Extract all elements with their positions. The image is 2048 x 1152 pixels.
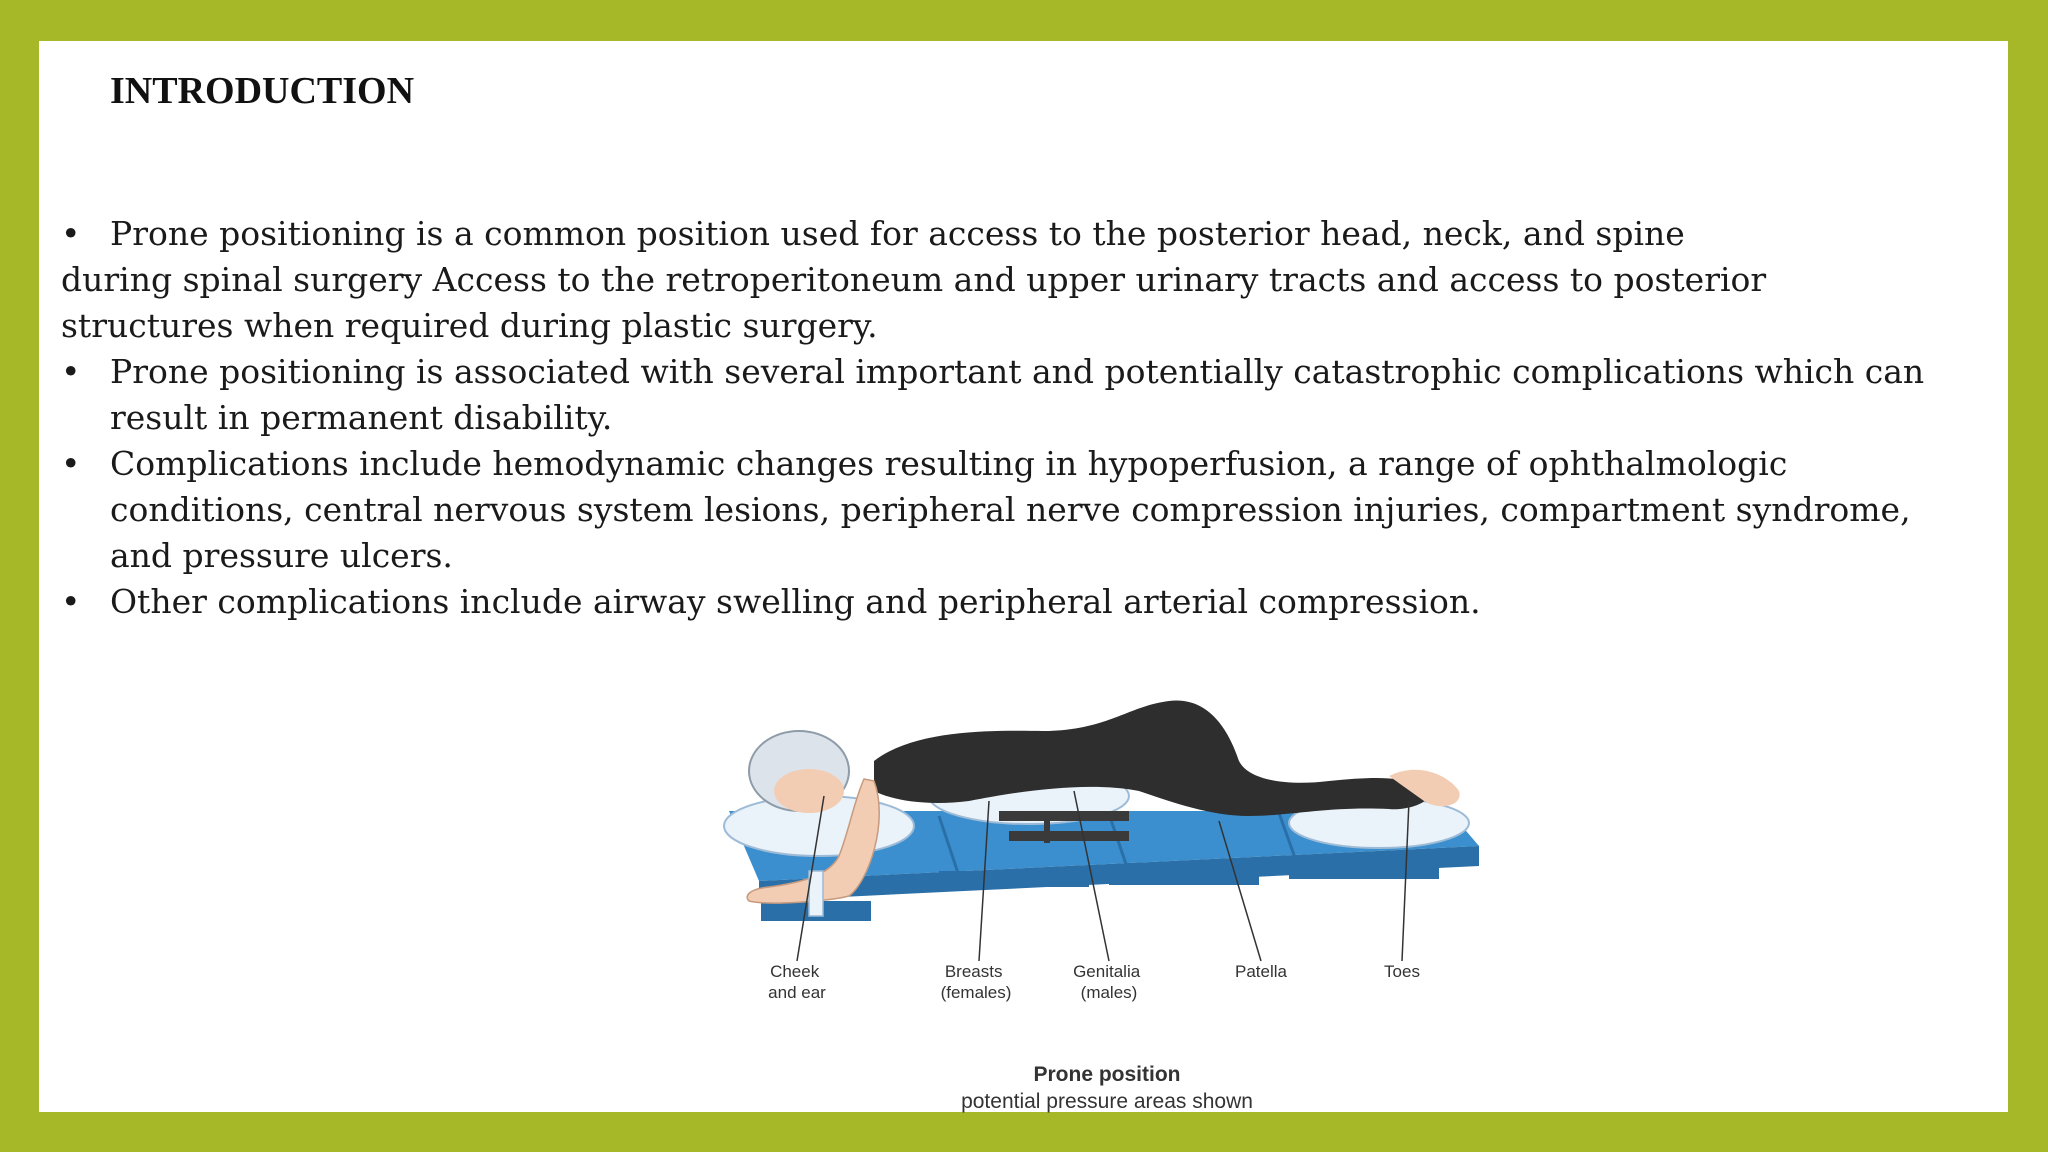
figure-caption-subtitle: potential pressure areas shown — [961, 1090, 1253, 1113]
bullet-3-line-2: conditions, central nervous system lesions, peripheral nerve compression injuries, compartment syndrome, — [110, 490, 1911, 529]
bullet-4-line-1: • Other complications include airway swelling and peripheral arterial compression. — [61, 579, 2048, 625]
bullet-3-line-1: • Complications include hemodynamic changes resulting in hypoperfusion, a range of ophthalmologic — [61, 441, 2048, 487]
label-breasts: Breasts (females) — [940, 962, 1012, 1002]
bullet-3-line-3: and pressure ulcers. — [110, 536, 453, 575]
label-cheek-ear: Cheek and ear — [768, 962, 826, 1002]
bullet-1-line-3: structures when required during plastic surgery. — [61, 306, 878, 345]
patient-body — [874, 701, 1460, 816]
label-toes: Toes — [1384, 962, 1420, 981]
bullet-dot: • — [61, 214, 81, 253]
slide-title: INTRODUCTION — [110, 70, 415, 112]
bullet-dot: • — [61, 352, 81, 391]
bullet-list — [61, 211, 2048, 625]
slide — [39, 41, 2008, 1112]
prone-position-illustration — [689, 651, 1509, 1121]
label-genitalia: Genitalia (males) — [1073, 962, 1141, 1002]
bullet-dot: • — [61, 582, 81, 621]
bullet-2-line-2: result in permanent disability. — [110, 398, 613, 437]
label-patella: Patella — [1235, 962, 1287, 981]
bullet-2-line-1: • Prone positioning is associated with several important and potentially catastrophic complications which can — [61, 349, 2048, 395]
patient-head — [749, 731, 849, 813]
bullet-dot: • — [61, 444, 81, 483]
bullet-1-line-2: during spinal surgery Access to the retroperitoneum and upper urinary tracts and access to posterior — [61, 260, 1767, 299]
bullet-1-line-1: • Prone positioning is a common position used for access to the posterior head, neck, and spine — [61, 211, 2048, 257]
figure-caption-title: Prone position — [1033, 1063, 1181, 1086]
